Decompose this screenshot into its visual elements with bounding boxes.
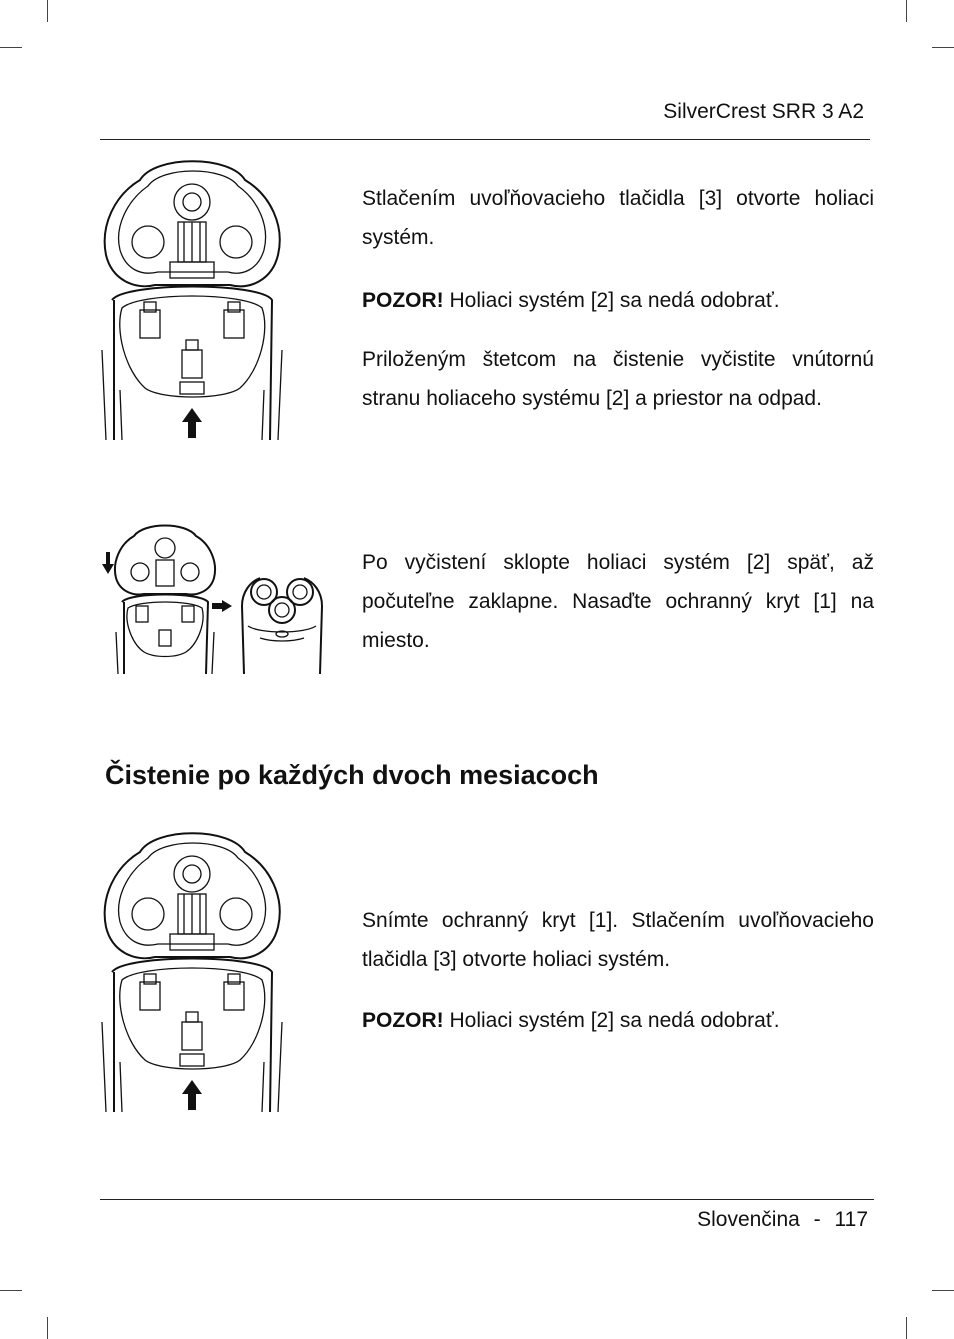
shaver-close-illustration xyxy=(100,522,330,677)
crop-mark xyxy=(47,0,48,22)
remove-cover-instruction: Snímte ochranný kryt [1]. Stlačením uvoľňovacieho tlačidla [3] otvorte holiaci systém. xyxy=(362,909,874,971)
shaver-open-illustration xyxy=(100,150,285,442)
open-instruction: Stlačením uvoľňovacieho tlačidla [3] otvorte holiaci systém. xyxy=(362,187,874,249)
section-heading: Čistenie po každých dvoch mesiacoch xyxy=(105,760,599,790)
warning-text: Holiaci systém [2] sa nedá odobrať. xyxy=(443,1009,780,1032)
warning-label: POZOR! xyxy=(362,1009,444,1032)
warning-text: Holiaci systém [2] sa nedá odobrať. xyxy=(443,289,780,312)
crop-mark xyxy=(906,0,907,22)
warning-paragraph xyxy=(362,281,874,320)
warning-label: POZOR! xyxy=(362,289,444,312)
header-rule xyxy=(100,139,870,140)
crop-mark xyxy=(932,47,954,48)
crop-mark xyxy=(932,1290,954,1291)
warning-paragraph-2 xyxy=(362,1001,874,1040)
footer-rule xyxy=(100,1199,874,1200)
running-header: SilverCrest SRR 3 A2 xyxy=(663,100,864,123)
footer-separator: - xyxy=(813,1208,821,1231)
crop-mark xyxy=(906,1317,907,1339)
shaver-open-illustration-2 xyxy=(100,822,285,1114)
crop-mark xyxy=(0,47,22,48)
page-footer xyxy=(697,1208,868,1232)
crop-mark xyxy=(47,1317,48,1339)
clean-instruction: Priloženým štetcom na čistenie vyčistite vnútornú stranu holiaceho systému [2] a priestor na odpad. xyxy=(362,348,874,410)
footer-language: Slovenčina xyxy=(697,1208,800,1231)
page-number: 117 xyxy=(834,1208,868,1231)
crop-mark xyxy=(0,1290,22,1291)
close-instruction: Po vyčistení sklopte holiaci systém [2] späť, až počuteľne zaklapne. Nasaďte ochranný kryt [1] na miesto. xyxy=(362,551,874,652)
